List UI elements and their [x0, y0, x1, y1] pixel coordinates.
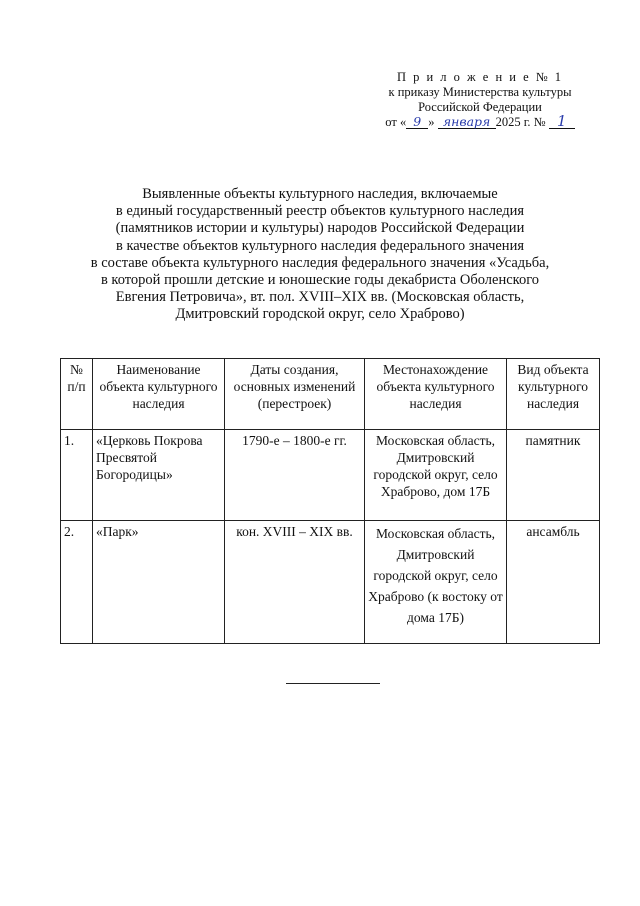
date-mid: »: [428, 115, 435, 129]
header-location: Местонахождение объекта культурного наследия: [365, 359, 507, 430]
header-type: Вид объекта культурного наследия: [507, 359, 600, 430]
row-location: Московская область, Дмитровский городской округ, село Храброво (к востоку от дома 17Б): [365, 521, 507, 644]
title-line: в единый государственный реестр объектов культурного наследия: [115, 203, 525, 220]
title-line: Евгения Петровича», вт. пол. XVIII–XIX вв. (Московская область,: [115, 289, 525, 306]
title-line: в качестве объектов культурного наследия федерального значения: [115, 237, 524, 254]
appendix-header: [360, 70, 600, 130]
row-dates: кон. XVIII – XIX вв.: [225, 521, 365, 644]
closing-divider: [286, 683, 380, 684]
table-header-row: [61, 359, 600, 430]
heritage-objects-table: [60, 358, 600, 644]
order-date-line: [360, 112, 600, 130]
header-dates: Даты создания, основных изменений (перестроек): [225, 359, 365, 430]
handwritten-month: января: [438, 115, 496, 129]
row-num: 2.: [61, 521, 93, 644]
document-title: [70, 186, 570, 324]
title-line: (памятников истории и культуры) народов Российской Федерации: [115, 220, 525, 237]
header-num: № п/п: [61, 359, 93, 430]
handwritten-number: 1: [549, 115, 575, 129]
appendix-authority: Российской Федерации: [418, 100, 542, 114]
title-line: Дмитровский городской округ, село Храброво): [175, 306, 465, 323]
row-type: памятник: [507, 430, 600, 521]
header-name: Наименование объекта культурного наследия: [93, 359, 225, 430]
title-line: в составе объекта культурного наследия федерального значения «Усадьба,: [90, 254, 550, 271]
appendix-title: П р и л о ж е н и е № 1: [396, 70, 564, 84]
title-line: в которой прошли детские и юношеские годы декабриста Оболенского: [100, 272, 540, 289]
date-prefix: от «: [385, 115, 407, 129]
row-dates: 1790-е – 1800-е гг.: [225, 430, 365, 521]
title-line: Выявленные объекты культурного наследия, включаемые: [142, 186, 498, 202]
table-row: [61, 521, 600, 644]
table-row: [61, 430, 600, 521]
appendix-order-ref: к приказу Министерства культуры: [388, 85, 572, 99]
row-type: ансамбль: [507, 521, 600, 644]
handwritten-day: 9: [406, 115, 428, 129]
row-location: Московская область, Дмитровский городской округ, село Храброво, дом 17Б: [365, 430, 507, 521]
row-name: «Парк»: [93, 521, 225, 644]
row-name: «Церковь Покрова Пресвятой Богородицы»: [93, 430, 225, 521]
year-text: 2025 г. №: [495, 115, 546, 129]
row-num: 1.: [61, 430, 93, 521]
